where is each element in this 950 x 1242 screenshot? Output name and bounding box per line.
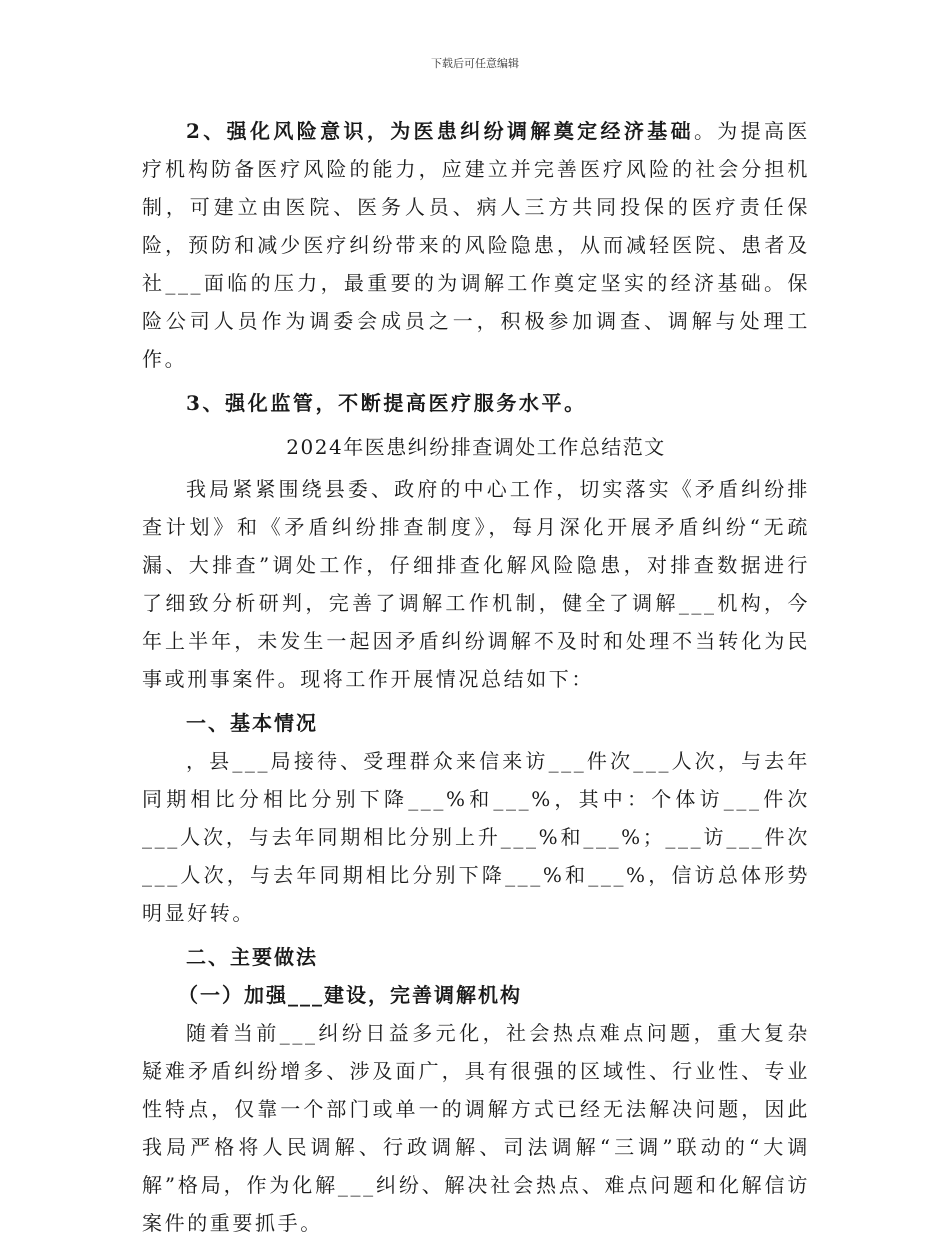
paragraph-supervision: 3、强化监管，不断提高医疗服务水平。 — [186, 391, 587, 415]
paragraph-intro: 我局紧紧围绕县委、政府的中心工作，切实落实《矛盾纠纷排查计划》和《矛盾纠纷排查制度》，每月深化开展矛盾纠纷“无疏漏、大排查”调处工作，仔细排查化解风险隐患，对排查数据进行了细致分析研判，完善了调解工作机制，健全了调解___机构，今年上半年，未发生一起因矛盾纠纷调解不及时和处理不当转化为民事或刑事案件。现将工作开展情况总结如下： — [142, 477, 810, 691]
paragraph-lead-bold: 2、强化风险意识，为医患纠纷调解奠定经济基础 — [186, 119, 694, 143]
heading-main-practices: 二、主要做法 — [186, 945, 318, 969]
paragraph-text: 。为提高医疗机构防备医疗风险的能力，应建立并完善医疗风险的社会分担机制，可建立由医院、医务人员、病人三方共同投保的医疗责任保险，预防和减少医疗纠纷带来的风险隐患，从而减轻医院、患者及社___面临的压力，最重要的为调解工作奠定坚实的经济基础。保险公司人员作为调委会成员之一，积极参加调查、调解与处理工作。 — [142, 119, 810, 371]
document-title: 2024年医患纠纷排查调处工作总结范文 — [286, 435, 666, 459]
document-body — [142, 112, 810, 1242]
heading-basic-situation: 一、基本情况 — [186, 711, 318, 735]
subheading-strengthen-construction: （一）加强___建设，完善调解机构 — [178, 983, 522, 1007]
paragraph-practices: 随着当前___纠纷日益多元化，社会热点难点问题，重大复杂疑难矛盾纠纷增多、涉及面广，具有很强的区域性、行业性、专业性特点，仅靠一个部门或单一的调解方式已经无法解决问题，因此我局严格将人民调解、行政调解、司法调解“三调”联动的“大调解”格局，作为化解___纠纷、解决社会热点、难点问题和化解信访案件的重要抓手。 — [142, 1021, 810, 1235]
paragraph-basic-situation: ，县___局接待、受理群众来信来访___件次___人次，与去年同期相比分相比分别下降___%和___%，其中：个体访___件次___人次，与去年同期相比分别上升___%和___%；___访___件次___人次，与去年同期相比分别下降___%和___%，信访总体形势明显好转。 — [142, 749, 810, 925]
page-header-note: 下载后可任意编辑 — [431, 57, 519, 70]
paragraph-economic-basis — [142, 112, 810, 378]
